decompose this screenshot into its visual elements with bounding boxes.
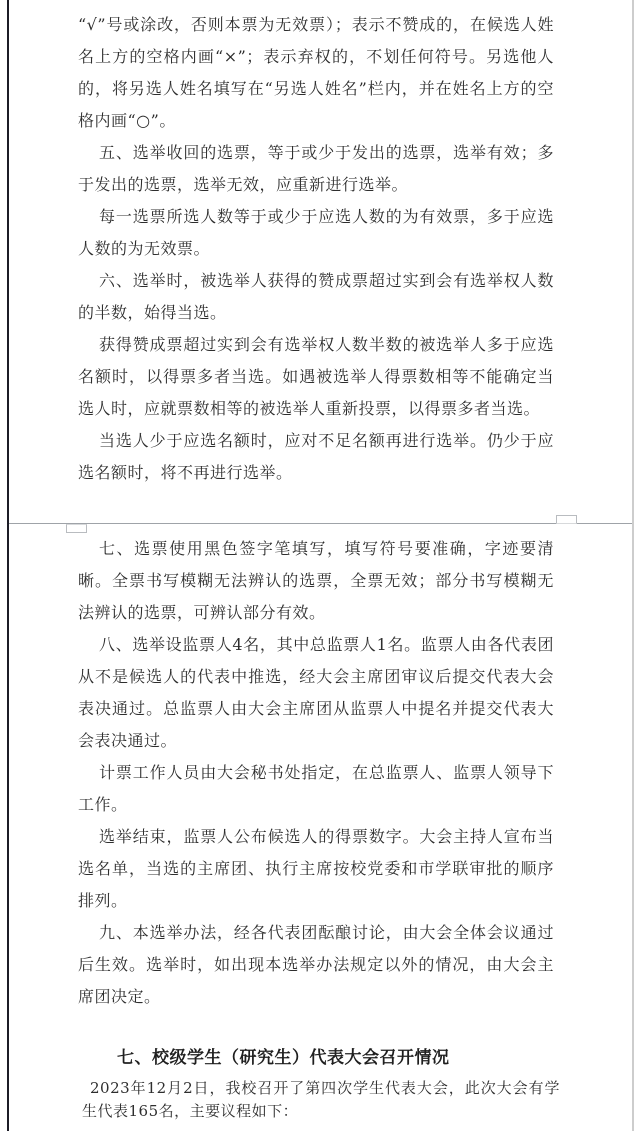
section-heading: 七、校级学生（研究生）代表大会召开情况	[117, 1048, 450, 1068]
page-2-content	[0, 533, 640, 1013]
paragraph: 每一选票所选人数等于或少于应选人数的为有效票，多于应选人数的为无效票。	[78, 207, 554, 258]
page-1-content	[0, 9, 640, 489]
section-7-block	[0, 1042, 640, 1123]
paragraph: 计票工作人员由大会秘书处指定，在总监票人、监票人领导下工作。	[78, 763, 554, 814]
page-corner-mark	[66, 524, 87, 533]
paragraph: 选举结束，监票人公布候选人的得票数字。大会主持人宣布当选名单，当选的主席团、执行主席按校党委和市学联审批的顺序排列。	[78, 827, 554, 910]
paragraph: 九、本选举办法，经各代表团酝酿讨论，由大会全体会议通过后生效。选举时，如出现本选举办法规定以外的情况，由大会主席团决定。	[78, 923, 554, 1006]
closing-paragraph: 2023年12月2日，我校召开了第四次学生代表大会，此次大会有学生代表165名，主要议程如下：	[82, 1079, 560, 1120]
paragraph: 五、选举收回的选票，等于或少于发出的选票，选举有效；多于发出的选票，选举无效，应重新进行选举。	[78, 143, 554, 194]
paragraph: 获得赞成票超过实到会有选举权人数半数的被选举人多于应选名额时，以得票多者当选。如遇被选举人得票数相等不能确定当选人时，应就票数相等的被选举人重新投票，以得票多者当选。	[78, 335, 554, 418]
paragraph: “√”号或涂改，否则本票为无效票）；表示不赞成的，在候选人姓名上方的空格内画“×”；表示弃权的，不划任何符号。另选他人的，将另选人姓名填写在“另选人姓名”栏内，并在姓名上方的空格内画“○”。	[78, 15, 554, 130]
page-corner-mark	[556, 515, 577, 524]
page-break-line	[9, 523, 632, 524]
paragraph: 八、选举设监票人4名，其中总监票人1名。监票人由各代表团从不是候选人的代表中推选，经大会主席团审议后提交代表大会表决通过。总监票人由大会主席团从监票人中提名并提交代表大会表决通过。	[78, 635, 554, 750]
paragraph: 六、选举时，被选举人获得的赞成票超过实到会有选举权人数的半数，始得当选。	[78, 271, 554, 322]
paragraph: 当选人少于应选名额时，应对不足名额再进行选举。仍少于应选名额时，将不再进行选举。	[78, 431, 554, 482]
paragraph: 七、选票使用黑色签字笔填写，填写符号要准确，字迹要清晰。全票书写模糊无法辨认的选票，全票无效；部分书写模糊无法辨认的选票，可辨认部分有效。	[78, 539, 554, 622]
